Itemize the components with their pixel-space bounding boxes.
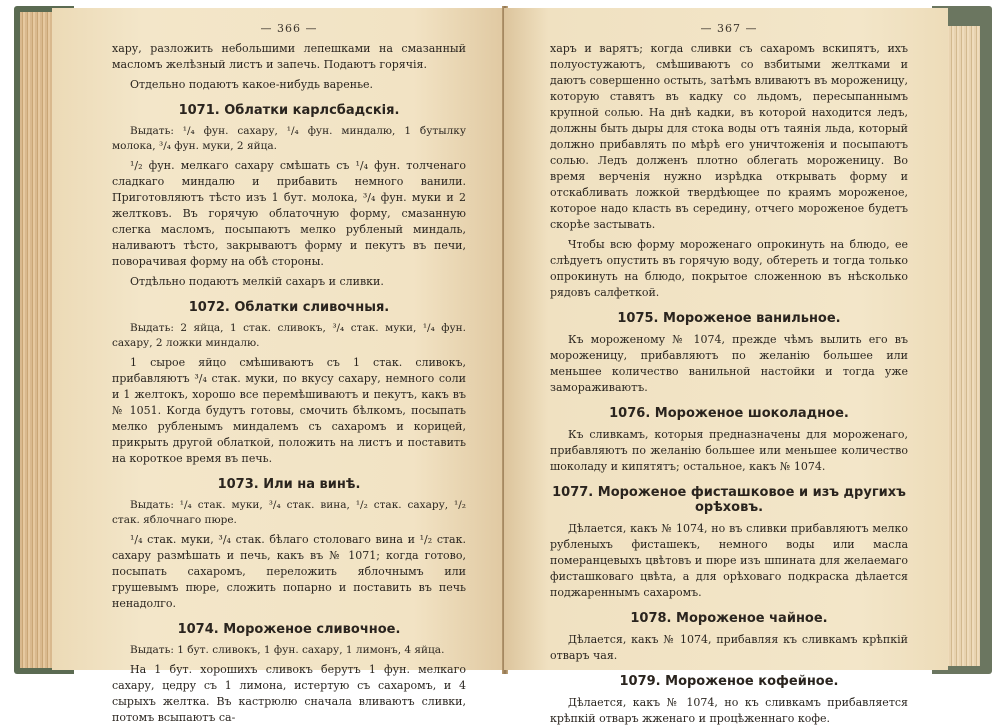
recipe-heading: 1077. Мороженое фисташковое и изъ другихъ орѣховъ. bbox=[552, 485, 906, 515]
recipe-heading: 1073. Или на винѣ. bbox=[217, 477, 361, 492]
recipe-heading: 1078. Мороженое чайное. bbox=[630, 611, 828, 626]
paragraph: харъ и варятъ; когда сливки съ сахаромъ вскипятъ, ихъ полуостужаютъ, смѣшиваютъ со взбитыми желтками и даютъ совершенно остыть, затѣмъ вливаютъ въ мороженицу, которую ставятъ въ кадку со льдомъ, пересыпаннымъ крупной солью. На днѣ кадки, въ которой находится ледъ, должны быть дыры для стока воды отъ таянія льда, который должно прибавлять по мѣрѣ его уничтоженія и посыпаютъ солью. Ледъ долженъ плотно облегать мороженицу. Во время верченія нужно изрѣдка открывать форму и отскабливать ложкой твердѣющее по краямъ мороженое, которое надо класть въ середину, отчего мороженое будетъ скорѣе застывать. bbox=[550, 42, 908, 231]
ingredients: Выдать: 2 яйца, 1 стак. сливокъ, ³/₄ стак. муки, ¹/₄ фун. сахару, 2 ложки миндалю. bbox=[112, 322, 466, 349]
ingredients: Выдать: ¹/₄ фун. сахару, ¹/₄ фун. миндалю, 1 бутылку молока, ³/₄ фун. муки, 2 яйца. bbox=[112, 125, 466, 152]
paragraph: Дѣлается, какъ № 1074, прибавляя къ сливкамъ крѣпкій отваръ чая. bbox=[550, 633, 908, 662]
right-page bbox=[504, 8, 948, 725]
paragraph: Дѣлается, какъ № 1074, но къ сливкамъ прибавляется крѣпкій отваръ жженаго и процѣженнаго кофе. bbox=[550, 696, 908, 725]
recipe-heading: 1076. Мороженое шоколадное. bbox=[609, 406, 849, 421]
recipe-heading: 1075. Мороженое ванильное. bbox=[617, 311, 841, 326]
open-book bbox=[8, 6, 992, 725]
paragraph: ¹/₂ фун. мелкаго сахару смѣшать съ ¹/₄ фун. толченаго сладкаго миндалю и прибавить немного ванили. Приготовляютъ тѣсто изъ 1 бут. молока, ³/₄ фун. муки и 2 желтковъ. Въ горячую облаточную форму, смазанную слегка масломъ, посыпаютъ мелко рубленый миндаль, наливаютъ тѣсто, закрываютъ форму и пекутъ въ печи, поворачивая форму на обѣ стороны. bbox=[112, 159, 466, 268]
recipe-heading: 1074. Мороженое сливочное. bbox=[177, 622, 401, 637]
paragraph: На 1 бут. хорошихъ сливокъ берутъ 1 фун. мелкаго сахару, цедру съ 1 лимона, истертую съ сахаромъ, и 4 сырыхъ желтка. Въ кастрюлю сначала вливаютъ сливки, потомъ всыпаютъ са- bbox=[112, 663, 466, 724]
paragraph: Къ мороженому № 1074, прежде чѣмъ вылить его въ мороженицу, прибавляютъ по желанію большее или меньшее количество ванильной настойки и тогда уже замораживаютъ. bbox=[550, 333, 908, 394]
paragraph: хару, разложить небольшими лепешками на смазанный масломъ желѣзный листъ и запечь. Подаютъ горячія. bbox=[112, 42, 466, 71]
paragraph: Чтобы всю форму мороженаго опрокинуть на блюдо, ее слѣдуетъ опустить въ горячую воду, обтереть и тогда только опрокинуть на блюдо, покрытое сложенною въ нѣсколько рядовъ салфеткой. bbox=[550, 238, 908, 299]
page-number: — 366 — bbox=[260, 22, 318, 35]
paragraph: 1 сырое яйцо смѣшиваютъ съ 1 стак. сливокъ, прибавляютъ ³/₄ стак. муки, по вкусу сахару, немного соли и 1 желтокъ, хорошо все перемѣшиваютъ и пекутъ, какъ въ № 1051. Когда будутъ готовы, смочить бѣлкомъ, посыпать мелко рубленымъ миндалемъ съ сахаромъ и корицей, прикрыть другой облаткой, положить на листъ и поставить на короткое время въ печь. bbox=[112, 356, 466, 465]
paragraph: ¹/₄ стак. муки, ³/₄ стак. бѣлаго столоваго вина и ¹/₂ стак. сахару размѣшать и печь, какъ въ № 1071; когда готово, посыпать сахаромъ, переложить яблочнымъ или грушевымъ пюре, сложить попарно и поставить въ печь ненадолго. bbox=[112, 533, 466, 610]
paragraph: Отдельно подаютъ какое-нибудь варенье. bbox=[130, 78, 374, 91]
paragraph: Отдѣльно подаютъ мелкій сахаръ и сливки. bbox=[130, 275, 384, 288]
ingredients: Выдать: 1 бут. сливокъ, 1 фун. сахару, 1 лимонъ, 4 яйца. bbox=[130, 644, 445, 656]
recipe-heading: 1072. Облатки сливочныя. bbox=[188, 300, 390, 315]
paragraph: Дѣлается, какъ № 1074, но въ сливки прибавляютъ мелко рубленыхъ фисташекъ, немного воды или масла померанцевыхъ цвѣтовъ и пюре изъ шпината для желаемаго фисташковаго цвѣта, а для орѣховаго подкраска дѣлается поджареннымъ сахаромъ. bbox=[550, 522, 908, 599]
page-number: — 367 — bbox=[700, 22, 758, 35]
recipe-heading: 1079. Мороженое кофейное. bbox=[619, 674, 839, 689]
left-page bbox=[52, 8, 504, 724]
recipe-heading: 1071. Облатки карлсбадскія. bbox=[178, 103, 400, 118]
ingredients: Выдать: ¹/₄ стак. муки, ³/₄ стак. вина, ¹/₂ стак. сахару, ¹/₂ стак. яблочнаго пюре. bbox=[112, 499, 466, 526]
paragraph: Къ сливкамъ, которыя предназначены для мороженаго, прибавляютъ по желанію большее или меньшее количество шоколаду и кипятятъ; остальное, какъ № 1074. bbox=[550, 428, 908, 473]
